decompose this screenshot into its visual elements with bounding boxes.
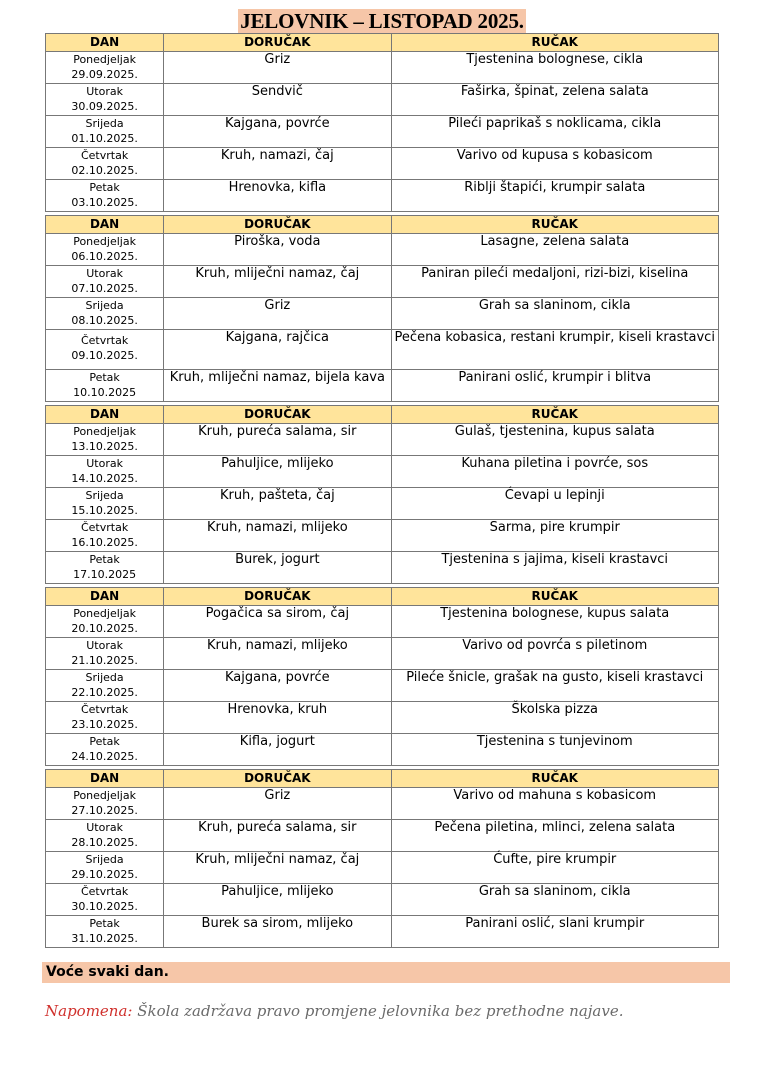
day-date: 28.10.2025. <box>71 836 138 849</box>
header-day: DAN <box>46 34 164 52</box>
header-day: DAN <box>46 770 164 788</box>
day-cell <box>46 52 164 84</box>
lunch-cell: Sarma, pire krumpir <box>391 520 719 552</box>
day-cell <box>46 702 164 734</box>
table-row <box>46 234 719 266</box>
day-cell <box>46 670 164 702</box>
day-date: 17.10.2025 <box>73 568 137 581</box>
table-row <box>46 820 719 852</box>
page-title: JELOVNIK – LISTOPAD 2025. <box>240 9 524 33</box>
breakfast-cell: Kruh, pureća salama, sir <box>164 424 391 456</box>
day-cell <box>46 424 164 456</box>
breakfast-cell: Pahuljice, mlijeko <box>164 884 391 916</box>
table-row <box>46 52 719 84</box>
breakfast-cell: Burek, jogurt <box>164 552 391 584</box>
day-cell <box>46 330 164 370</box>
note-text: Škola zadržava pravo promjene jelovnika bez prethodne najave. <box>137 1002 624 1020</box>
breakfast-cell: Kruh, mliječni namaz, čaj <box>164 266 391 298</box>
day-date: 02.10.2025. <box>71 164 138 177</box>
day-name: Petak <box>89 735 120 748</box>
day-name: Petak <box>89 917 120 930</box>
table-row <box>46 884 719 916</box>
table-row <box>46 670 719 702</box>
lunch-cell: Pileće šnicle, grašak na gusto, kiseli krastavci <box>391 670 719 702</box>
breakfast-cell: Sendvič <box>164 84 391 116</box>
day-name: Utorak <box>86 457 123 470</box>
day-date: 14.10.2025. <box>71 472 138 485</box>
lunch-cell: Školska pizza <box>391 702 719 734</box>
day-cell <box>46 884 164 916</box>
week-table <box>45 587 719 766</box>
breakfast-cell: Burek sa sirom, mlijeko <box>164 916 391 948</box>
header-breakfast: DORUČAK <box>164 770 391 788</box>
lunch-cell: Panirani oslić, krumpir i blitva <box>391 370 719 402</box>
day-cell <box>46 298 164 330</box>
day-date: 01.10.2025. <box>71 132 138 145</box>
lunch-cell: Riblji štapići, krumpir salata <box>391 180 719 212</box>
day-name: Petak <box>89 181 120 194</box>
title-wrap <box>0 9 764 33</box>
table-row <box>46 330 719 370</box>
day-date: 22.10.2025. <box>71 686 138 699</box>
day-name: Ponedjeljak <box>73 425 136 438</box>
day-date: 06.10.2025. <box>71 250 138 263</box>
table-row <box>46 84 719 116</box>
day-date: 03.10.2025. <box>71 196 138 209</box>
header-lunch: RUČAK <box>391 34 719 52</box>
lunch-cell: Panirani oslić, slani krumpir <box>391 916 719 948</box>
breakfast-cell: Kruh, namazi, mlijeko <box>164 520 391 552</box>
lunch-cell: Tjestenina s jajima, kiseli krastavci <box>391 552 719 584</box>
day-name: Utorak <box>86 85 123 98</box>
breakfast-cell: Kajgana, povrće <box>164 116 391 148</box>
day-date: 27.10.2025. <box>71 804 138 817</box>
week-table <box>45 33 719 212</box>
day-name: Četvrtak <box>80 334 129 347</box>
table-row <box>46 180 719 212</box>
breakfast-cell: Kruh, namazi, čaj <box>164 148 391 180</box>
day-name: Srijeda <box>85 117 124 130</box>
day-cell <box>46 788 164 820</box>
table-row <box>46 702 719 734</box>
week-table <box>45 215 719 402</box>
day-cell <box>46 820 164 852</box>
day-name: Utorak <box>86 821 123 834</box>
header-lunch: RUČAK <box>391 588 719 606</box>
day-name: Utorak <box>86 267 123 280</box>
lunch-cell: Tjestenina bolognese, kupus salata <box>391 606 719 638</box>
lunch-cell: Varivo od povrća s piletinom <box>391 638 719 670</box>
breakfast-cell: Hrenovka, kifla <box>164 180 391 212</box>
lunch-cell: Kuhana piletina i povrće, sos <box>391 456 719 488</box>
day-name: Srijeda <box>85 853 124 866</box>
disclaimer-note <box>45 1002 623 1020</box>
day-cell <box>46 234 164 266</box>
table-row <box>46 852 719 884</box>
table-row <box>46 298 719 330</box>
table-row <box>46 788 719 820</box>
table-row <box>46 638 719 670</box>
day-date: 21.10.2025. <box>71 654 138 667</box>
menu-weeks <box>45 33 719 951</box>
breakfast-cell: Kruh, pašteta, čaj <box>164 488 391 520</box>
header-breakfast: DORUČAK <box>164 34 391 52</box>
day-name: Srijeda <box>85 299 124 312</box>
lunch-cell: Pečena kobasica, restani krumpir, kiseli krastavci <box>391 330 719 370</box>
day-name: Ponedjeljak <box>73 789 136 802</box>
week-table <box>45 769 719 948</box>
header-breakfast: DORUČAK <box>164 216 391 234</box>
header-row <box>46 216 719 234</box>
day-cell <box>46 606 164 638</box>
day-cell <box>46 488 164 520</box>
table-row <box>46 606 719 638</box>
header-row <box>46 770 719 788</box>
header-row <box>46 34 719 52</box>
day-cell <box>46 84 164 116</box>
day-date: 09.10.2025. <box>71 349 138 362</box>
breakfast-cell: Kajgana, povrće <box>164 670 391 702</box>
day-cell <box>46 116 164 148</box>
lunch-cell: Faširka, špinat, zelena salata <box>391 84 719 116</box>
day-name: Četvrtak <box>80 521 129 534</box>
lunch-cell: Pečena piletina, mlinci, zelena salata <box>391 820 719 852</box>
day-name: Petak <box>89 371 120 384</box>
day-date: 16.10.2025. <box>71 536 138 549</box>
day-cell <box>46 148 164 180</box>
day-date: 20.10.2025. <box>71 622 138 635</box>
day-name: Petak <box>89 553 120 566</box>
table-row <box>46 116 719 148</box>
day-name: Četvrtak <box>80 885 129 898</box>
day-cell <box>46 916 164 948</box>
day-date: 08.10.2025. <box>71 314 138 327</box>
table-row <box>46 734 719 766</box>
lunch-cell: Varivo od mahuna s kobasicom <box>391 788 719 820</box>
lunch-cell: Paniran pileći medaljoni, rizi-bizi, kiselina <box>391 266 719 298</box>
header-lunch: RUČAK <box>391 770 719 788</box>
fruit-note: Voće svaki dan. <box>42 962 730 983</box>
day-date: 31.10.2025. <box>71 932 138 945</box>
day-cell <box>46 370 164 402</box>
day-name: Ponedjeljak <box>73 235 136 248</box>
day-name: Srijeda <box>85 671 124 684</box>
day-cell <box>46 638 164 670</box>
header-day: DAN <box>46 216 164 234</box>
lunch-cell: Grah sa slaninom, cikla <box>391 884 719 916</box>
day-name: Četvrtak <box>80 149 129 162</box>
header-lunch: RUČAK <box>391 406 719 424</box>
day-date: 29.09.2025. <box>71 68 138 81</box>
table-row <box>46 488 719 520</box>
day-date: 30.09.2025. <box>71 100 138 113</box>
day-date: 07.10.2025. <box>71 282 138 295</box>
day-cell <box>46 456 164 488</box>
lunch-cell: Tjestenina bolognese, cikla <box>391 52 719 84</box>
day-date: 23.10.2025. <box>71 718 138 731</box>
lunch-cell: Grah sa slaninom, cikla <box>391 298 719 330</box>
breakfast-cell: Piroška, voda <box>164 234 391 266</box>
lunch-cell: Varivo od kupusa s kobasicom <box>391 148 719 180</box>
header-row <box>46 406 719 424</box>
week-table <box>45 405 719 584</box>
breakfast-cell: Kruh, namazi, mlijeko <box>164 638 391 670</box>
table-row <box>46 520 719 552</box>
table-row <box>46 370 719 402</box>
day-cell <box>46 734 164 766</box>
day-name: Utorak <box>86 639 123 652</box>
day-cell <box>46 266 164 298</box>
day-date: 10.10.2025 <box>73 386 137 399</box>
table-row <box>46 916 719 948</box>
table-row <box>46 456 719 488</box>
table-row <box>46 266 719 298</box>
table-row <box>46 148 719 180</box>
breakfast-cell: Hrenovka, kruh <box>164 702 391 734</box>
breakfast-cell: Kruh, mliječni namaz, čaj <box>164 852 391 884</box>
day-cell <box>46 852 164 884</box>
lunch-cell: Gulaš, tjestenina, kupus salata <box>391 424 719 456</box>
breakfast-cell: Pogačica sa sirom, čaj <box>164 606 391 638</box>
day-date: 29.10.2025. <box>71 868 138 881</box>
header-lunch: RUČAK <box>391 216 719 234</box>
day-date: 30.10.2025. <box>71 900 138 913</box>
breakfast-cell: Kruh, mliječni namaz, bijela kava <box>164 370 391 402</box>
day-cell <box>46 552 164 584</box>
day-date: 24.10.2025. <box>71 750 138 763</box>
lunch-cell: Lasagne, zelena salata <box>391 234 719 266</box>
header-day: DAN <box>46 588 164 606</box>
table-row <box>46 552 719 584</box>
day-cell <box>46 520 164 552</box>
day-date: 13.10.2025. <box>71 440 138 453</box>
day-name: Srijeda <box>85 489 124 502</box>
breakfast-cell: Griz <box>164 52 391 84</box>
breakfast-cell: Griz <box>164 298 391 330</box>
lunch-cell: Pileći paprikaš s noklicama, cikla <box>391 116 719 148</box>
day-date: 15.10.2025. <box>71 504 138 517</box>
day-cell <box>46 180 164 212</box>
header-day: DAN <box>46 406 164 424</box>
day-name: Ponedjeljak <box>73 53 136 66</box>
breakfast-cell: Kifla, jogurt <box>164 734 391 766</box>
lunch-cell: Tjestenina s tunjevinom <box>391 734 719 766</box>
breakfast-cell: Kajgana, rajčica <box>164 330 391 370</box>
lunch-cell: Ćevapi u lepinji <box>391 488 719 520</box>
day-name: Četvrtak <box>80 703 129 716</box>
header-breakfast: DORUČAK <box>164 588 391 606</box>
header-row <box>46 588 719 606</box>
day-name: Ponedjeljak <box>73 607 136 620</box>
breakfast-cell: Kruh, pureća salama, sir <box>164 820 391 852</box>
table-row <box>46 424 719 456</box>
breakfast-cell: Pahuljice, mlijeko <box>164 456 391 488</box>
header-breakfast: DORUČAK <box>164 406 391 424</box>
breakfast-cell: Griz <box>164 788 391 820</box>
lunch-cell: Ćufte, pire krumpir <box>391 852 719 884</box>
note-label: Napomena: <box>45 1002 133 1020</box>
